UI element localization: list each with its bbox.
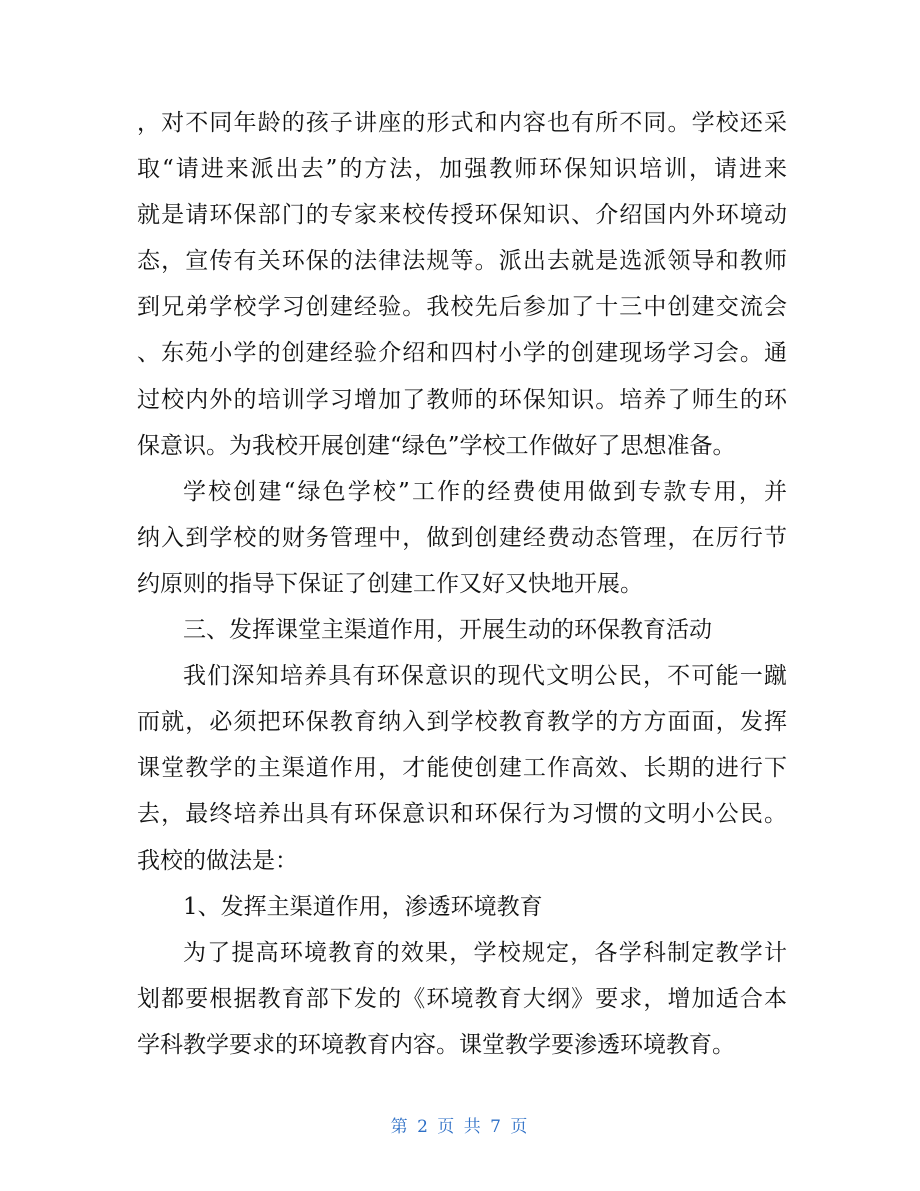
text-line: 约原则的指导下保证了创建工作又好又快地开展。 <box>137 570 643 597</box>
text-line: 我校的做法是： <box>137 847 298 874</box>
text-line: 课堂教学的主渠道作用，才能使创建工作高效、长期的进行下 <box>137 755 787 782</box>
text-line: 我们深知培养具有环保意识的现代文明公民，不可能一蹴 <box>183 663 787 690</box>
paragraph <box>137 469 787 607</box>
text-line: 划都要根据教育部下发的《环境教育大纲》要求，增加适合本 <box>137 985 787 1012</box>
text-line: 学科教学要求的环境教育内容。课堂教学要渗透环境教育。 <box>137 1031 735 1058</box>
paragraph <box>137 100 787 469</box>
text-line: ，对不同年龄的孩子讲座的形式和内容也有所不同。学校还采 <box>137 110 787 136</box>
paragraph <box>137 930 787 1068</box>
body-text <box>137 100 787 1068</box>
text-line: 去，最终培养出具有环保意识和环保行为习惯的文明小公民。 <box>137 801 787 828</box>
text-line: 而就，必须把环保教育纳入到学校教育教学的方方面面，发挥 <box>137 709 787 736</box>
text-line: 保意识。为我校开展创建“绿色”学校工作做好了思想准备。 <box>137 432 736 459</box>
text-line: 到兄弟学校学习创建经验。我校先后参加了十三中创建交流会 <box>137 294 787 321</box>
paragraph <box>137 653 787 883</box>
text-line: 为了提高环境教育的效果，学校规定，各学科制定教学计 <box>183 939 787 966</box>
text-line: 纳入到学校的财务管理中，做到创建经费动态管理，在厉行节 <box>137 524 787 551</box>
paragraph <box>137 884 787 930</box>
text-line: 、东苑小学的创建经验介绍和四村小学的创建现场学习会。通 <box>137 340 787 367</box>
text-line: 取“请进来派出去”的方法，加强教师环保知识培训，请进来 <box>137 156 787 183</box>
text-line: 过校内外的培训学习增加了教师的环保知识。培养了师生的环 <box>137 386 787 413</box>
paragraph <box>137 607 787 653</box>
text-line: 三、发挥课堂主渠道作用，开展生动的环保教育活动 <box>183 617 712 644</box>
page-number-footer: 第 2 页 共 7 页 <box>390 1117 530 1137</box>
text-line: 就是请环保部门的专家来校传授环保知识、介绍国内外环境动 <box>137 202 787 229</box>
text-line: 态，宣传有关环保的法律法规等。派出去就是选派领导和教师 <box>137 248 787 275</box>
text-line: 1、发挥主渠道作用，渗透环境教育 <box>183 893 543 920</box>
text-line: 学校创建“绿色学校”工作的经费使用做到专款专用，并 <box>183 478 787 505</box>
